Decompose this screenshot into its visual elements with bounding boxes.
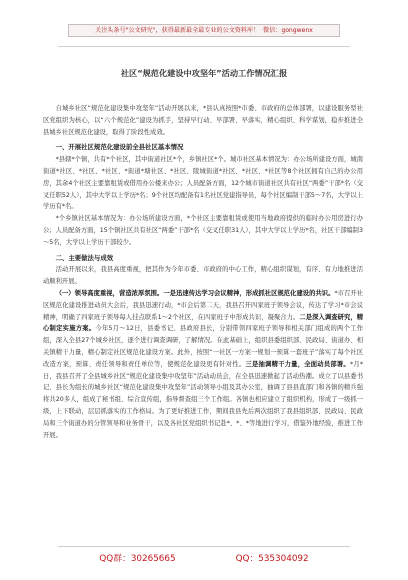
footer-contact — [0, 551, 408, 564]
section-2-text-2: 今年5月～12日，县委书记、县政府县长，分别带领四家班子领导和相关部门组成的两个工作组，深入全县27个城乡社区，逐个进行调查调研，了解情况。在此基础上，组织县委组织部、民政局、街道办、相关镇精干力量，精心制定社区规范化建设方案。此外，按照“一社区一方案一规划一预算一套班子”落实了每个社区改造方案，预算、责任领导和责任单位等，使规范化建设更有针对性。 — [43, 325, 364, 368]
section-2-subheading-1: （一）领导高度重视，营造浓厚氛围。一是迅速传达学习会议精神，形成抓社区规范化建设的共识。 — [55, 289, 335, 297]
header-banner[interactable] — [68, 24, 340, 37]
footer-divider — [58, 546, 350, 547]
section-2-paragraph-1: 活动开展以来，我县高度重视，把其作为今年市委、市政府的中心工作，精心组织谋划，有序、有力地推进活动顺利开展。 — [43, 266, 363, 286]
intro-paragraph: 自城乡社区“规范化建设集中攻坚年”活动开展以来，*县认真按照*市委、市政府的总体部署，以建设服务型社区党组织为核心，以“六个规范化”建设为抓手，坚持早行动、早部署、早落实，精心组织、科学谋划，稳步推进全县城乡社区规范化建设，取得了阶段性成效。 — [43, 105, 363, 136]
section-2-subheading-2: 二是深入调查研究，精心制定实施方案。 — [43, 313, 364, 333]
section-2-heading: 二、主要做法与成效 — [55, 253, 114, 262]
header-divider — [58, 46, 350, 47]
section-2-text-1: *市召开社区规范化建设推进动员大会后，我县迅速行动，*市会后第二天，我县召开四家班子领导会议，传达了学习*市会议精神，明确了四家班子领导每人挂点联系1～2个社区，在四家班子中形成共识，凝聚合力。 — [43, 289, 364, 321]
section-2-subheading-3: 三是抽调精干力量，全面动员部署。 — [245, 360, 350, 368]
section-1-paragraph-2: *个乡镇社区基本情况为：办公场所建设方面，*个社区主要靠租赁或使用当地政府提供的临时办公用房进行办公；人员配备方面，15个镇社区共有社区“两委”干部*名（交叉任职31人），其中大学以上学历*名，社区干部编制3～5名，大学以上学历干部较少。 — [43, 215, 363, 246]
section-2-text-3: *月*日，我县召开了全县城乡社区“规范化建设集中攻坚年”活动动员会，在全县迅速掀起了活动热潮。成立了以县委书记、县长为组长的城乡社区“规范化建设集中攻坚年”活动领导小组及其办公室，抽调了县县直部门和各镇的精兵强将共20多人，组成了秘书组、综合宣传组，指导督查组三个工作组。各镇也相应建立了组织机构，形成了一级抓一级，上下联动，层层抓落实的工作格局。为了更好推进工作，期间我县先后两次组织了我县组织部、民政局、民政局和三个街道办的分管领导和业务骨干，以及各社区党组织书记赴*、*、*等地进行学习，借鉴外地经验，推进工作开展。 — [43, 360, 364, 439]
document-body — [43, 103, 363, 441]
section-1-paragraph-1: *县辖*个镇，共有*个社区，其中街道社区*个，乡镇社区*个。城市社区基本情况为：办公场所建设方面，城南街道*社区、*社区、*社区、*街道*塘社区、*社区、陵城街道*社区、*社区、*社区等8个社区拥有自己的办公用房，其余4个社区主要靠租赁或借用办公楼来办公；人员配备方面，12个城市街道社区共有社区“两委”干部*名（交叉任职52人），其中大学以上学历*名；9个社区均配备有1名社区党建指导员，每个社区编制干部5～7名，大学以上学历有*名。 — [43, 156, 363, 211]
document-title: 社区“规范化建设中攻坚年”活动工作情况汇报 — [120, 68, 288, 78]
section-1-heading: 一、开展社区规范化建设前全县社区基本情况 — [55, 143, 184, 152]
section-2-paragraph-2 — [43, 288, 363, 441]
banner-left-text: 关注头条号"公文研究"，获得最新最全最专业的公文资料库！ — [95, 27, 260, 34]
banner-right-text: 微信：gongwenx — [263, 27, 313, 34]
footer-qq: QQ：535304092 — [235, 554, 309, 564]
footer-qq-group: QQ群：30265665 — [99, 554, 176, 564]
